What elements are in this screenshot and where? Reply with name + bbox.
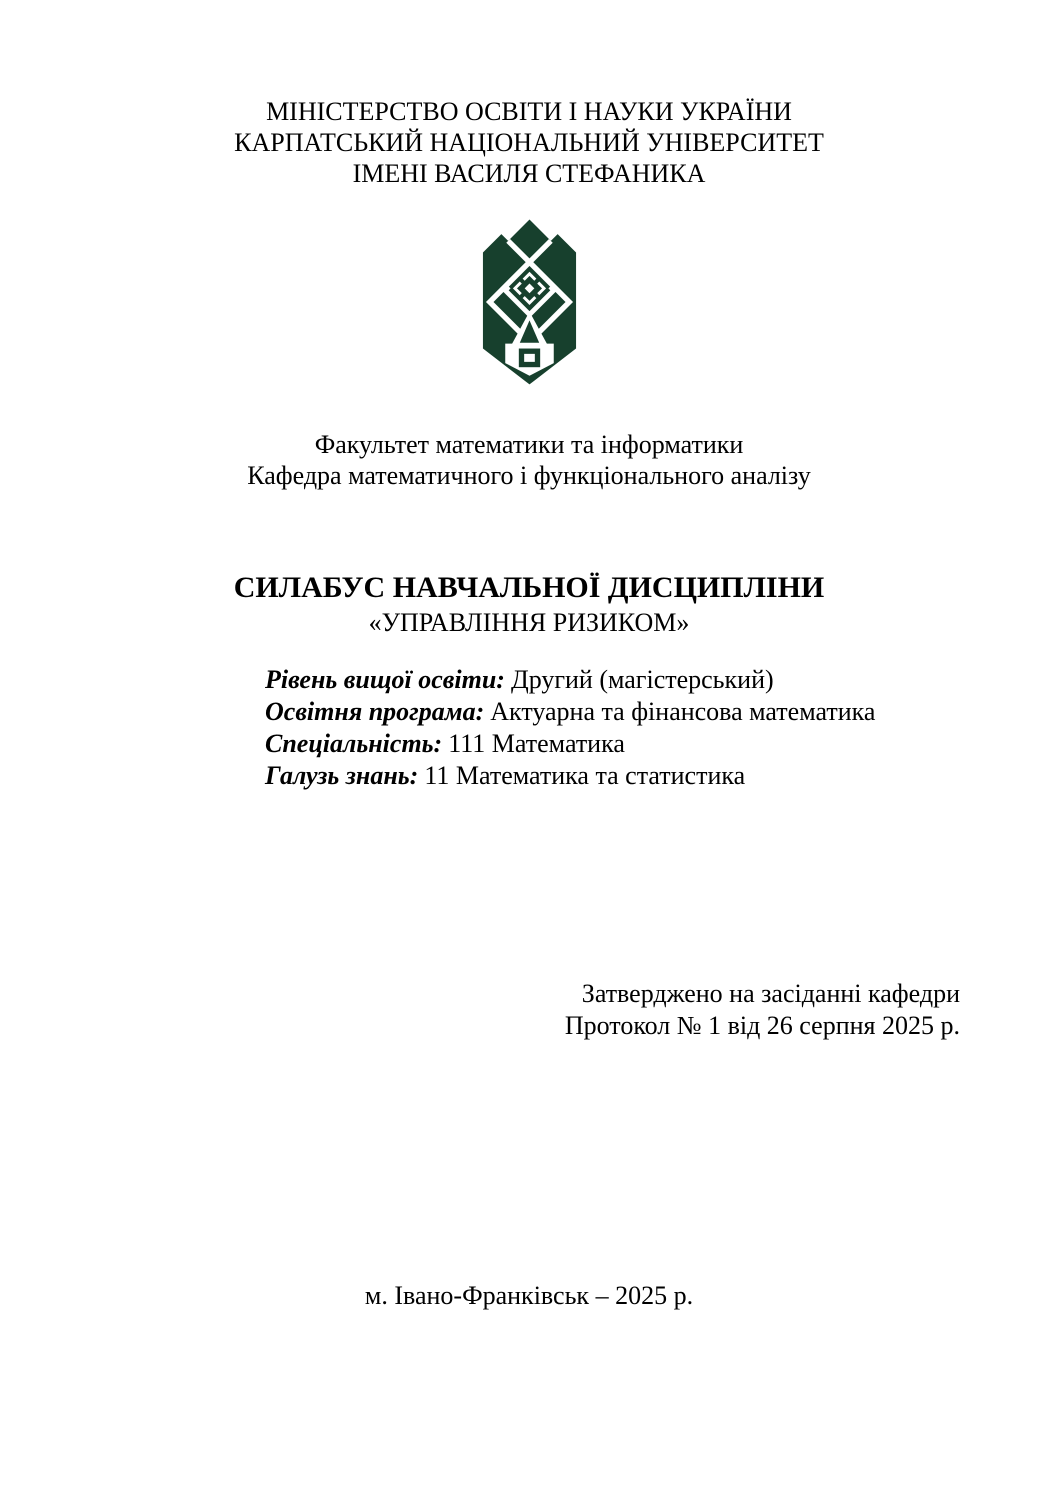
detail-value: Актуарна та фінансова математика [490, 697, 876, 726]
detail-label: Спеціальність: [265, 729, 443, 758]
university-patron-line: ІМЕНІ ВАСИЛЯ СТЕФАНИКА [352, 159, 706, 188]
detail-row-program [265, 696, 1058, 728]
logo-container [0, 216, 1058, 391]
detail-row-field [265, 760, 1058, 792]
university-name-line: КАРПАТСЬКИЙ НАЦІОНАЛЬНИЙ УНІВЕРСИТЕТ [234, 128, 824, 157]
title-block [0, 569, 1058, 638]
university-header [0, 0, 1058, 189]
detail-label: Освітня програма: [265, 697, 485, 726]
document-subtitle: «УПРАВЛІННЯ РИЗИКОМ» [368, 608, 690, 637]
page-footer: м. Івано-Франківськ – 2025 р. [364, 1281, 694, 1310]
faculty-block [0, 429, 1058, 491]
protocol-line: Протокол № 1 від 26 серпня 2025 р. [564, 1011, 960, 1040]
detail-label: Галузь знань: [265, 761, 419, 790]
approval-line: Затверджено на засіданні кафедри [581, 979, 960, 1008]
detail-value: 111 Математика [448, 729, 625, 758]
document-title: СИЛАБУС НАВЧАЛЬНОЇ ДИСЦИПЛІНИ [233, 571, 825, 604]
university-emblem-icon [481, 216, 578, 386]
detail-value: 11 Математика та статистика [424, 761, 746, 790]
detail-row-specialty [265, 728, 1058, 760]
detail-row-education-level [265, 664, 1058, 696]
course-details [265, 664, 1058, 792]
detail-value: Другий (магістерський) [510, 665, 774, 694]
detail-label: Рівень вищої освіти: [265, 665, 505, 694]
ministry-line: МІНІСТЕРСТВО ОСВІТИ І НАУКИ УКРАЇНИ [266, 97, 792, 126]
faculty-line: Факультет математики та інформатики [314, 430, 744, 459]
department-line: Кафедра математичного і функціонального аналізу [247, 461, 811, 490]
approval-block [0, 978, 960, 1042]
